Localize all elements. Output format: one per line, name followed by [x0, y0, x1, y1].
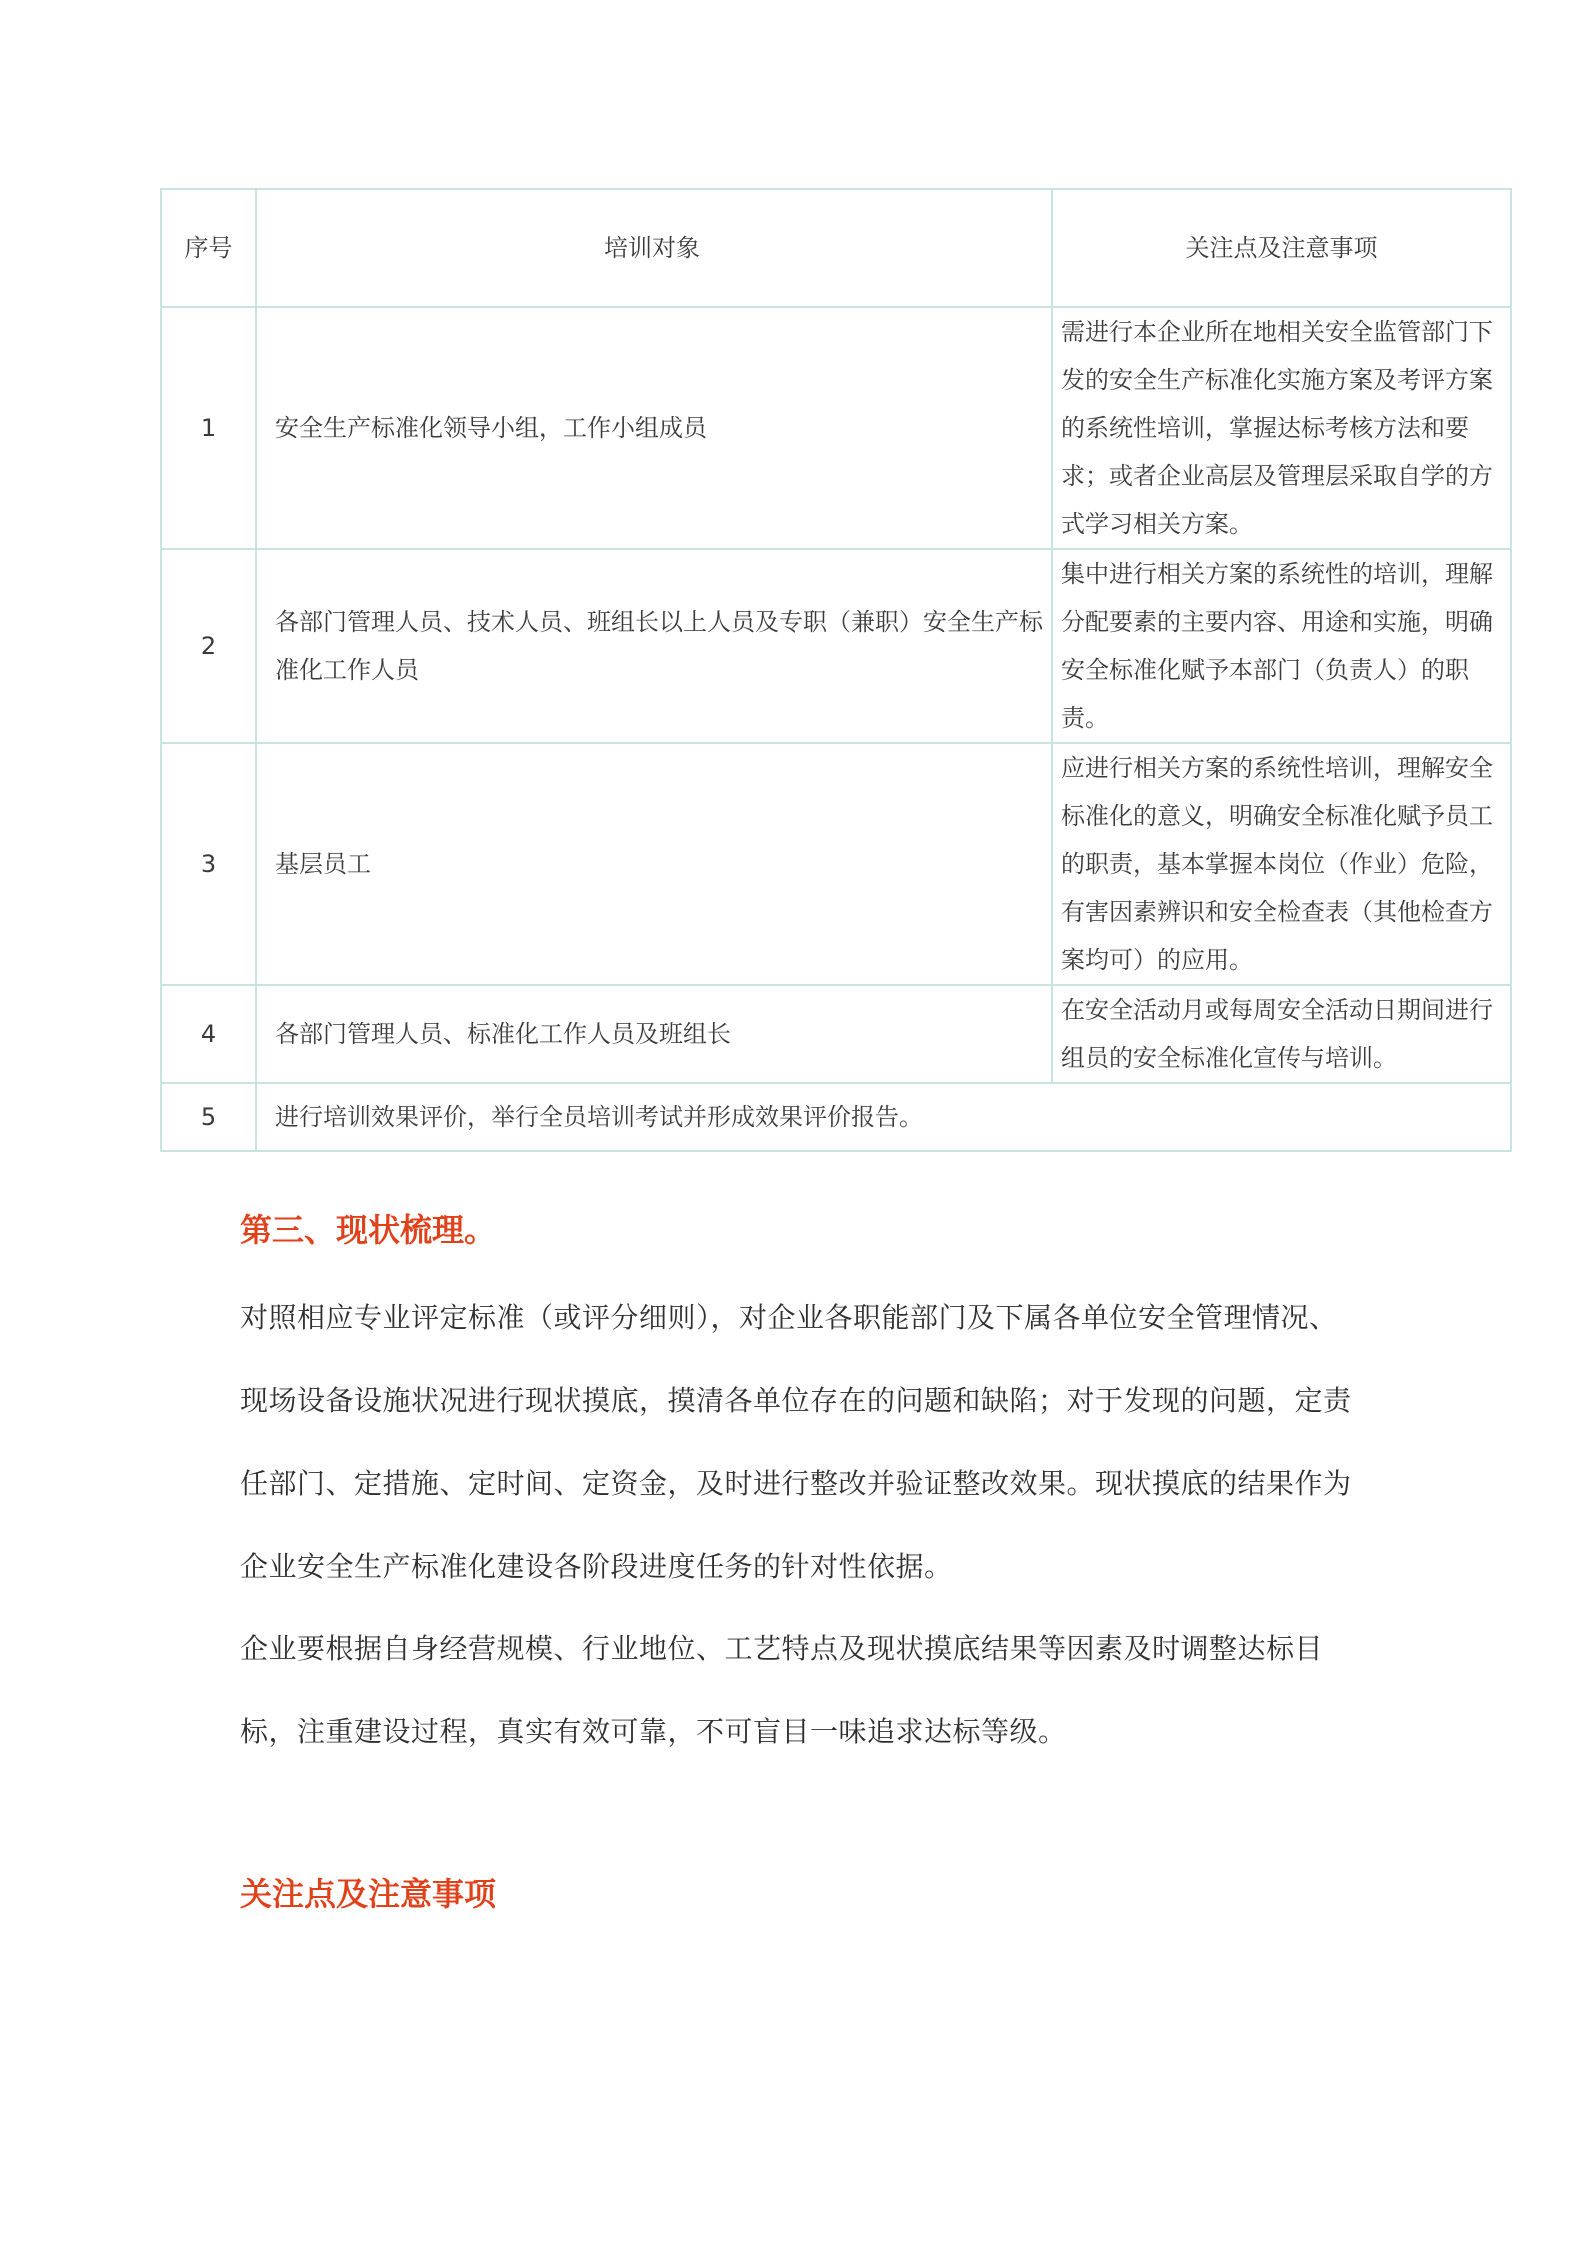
table-row: [161, 985, 1511, 1083]
row-note: 在安全活动月或每周安全活动日期间进行组员的安全标准化宣传与培训。: [1052, 985, 1511, 1083]
training-table: [160, 188, 1512, 1152]
table-row: [161, 307, 1511, 549]
header-note: 关注点及注意事项: [1052, 189, 1511, 307]
row-note: 应进行相关方案的系统性培训，理解安全标准化的意义，明确安全标准化赋予员工的职责，基本掌握本岗位（作业）危险，有害因素辨识和安全检查表（其他检查方案均可）的应用。: [1052, 743, 1511, 985]
row-number: 3: [161, 743, 256, 985]
row-number: 4: [161, 985, 256, 1083]
table-row: [161, 549, 1511, 743]
section-title-key-points: 关注点及注意事项: [240, 1875, 497, 1913]
row-target-merged: 进行培训效果评价，举行全员培训考试并形成效果评价报告。: [256, 1083, 1511, 1151]
header-target: 培训对象: [256, 189, 1052, 307]
table-row: [161, 743, 1511, 985]
row-target: 安全生产标准化领导小组，工作小组成员: [256, 307, 1052, 549]
section-title-status-review: 第三、现状梳理。: [240, 1211, 497, 1249]
header-no: 序号: [161, 189, 256, 307]
row-note: 需进行本企业所在地相关安全监管部门下发的安全生产标准化实施方案及考评方案的系统性培训，掌握达标考核方法和要求；或者企业高层及管理层采取自学的方式学习相关方案。: [1052, 307, 1511, 549]
row-number: 2: [161, 549, 256, 743]
row-target: 基层员工: [256, 743, 1052, 985]
status-review-paragraph-2: 企业要根据自身经营规模、行业地位、工艺特点及现状摸底结果等因素及时调整达标目标，注重建设过程，真实有效可靠，不可盲目一味追求达标等级。: [240, 1632, 1324, 1748]
table-header-row: [161, 189, 1511, 307]
row-target: 各部门管理人员、技术人员、班组长以上人员及专职（兼职）安全生产标准化工作人员: [256, 549, 1052, 743]
row-target: 各部门管理人员、标准化工作人员及班组长: [256, 985, 1052, 1083]
row-number: 1: [161, 307, 256, 549]
row-number: 5: [161, 1083, 256, 1151]
row-note: 集中进行相关方案的系统性的培训，理解分配要素的主要内容、用途和实施，明确安全标准化赋予本部门（负责人）的职责。: [1052, 549, 1511, 743]
table-row: [161, 1083, 1511, 1151]
status-review-paragraph-1: 对照相应专业评定标准（或评分细则），对企业各职能部门及下属各单位安全管理情况、现场设备设施状况进行现状摸底，摸清各单位存在的问题和缺陷；对于发现的问题，定责任部门、定措施、定时间、定资金，及时进行整改并验证整改效果。现状摸底的结果作为企业安全生产标准化建设各阶段进度任务的针对性依据。: [240, 1301, 1352, 1583]
